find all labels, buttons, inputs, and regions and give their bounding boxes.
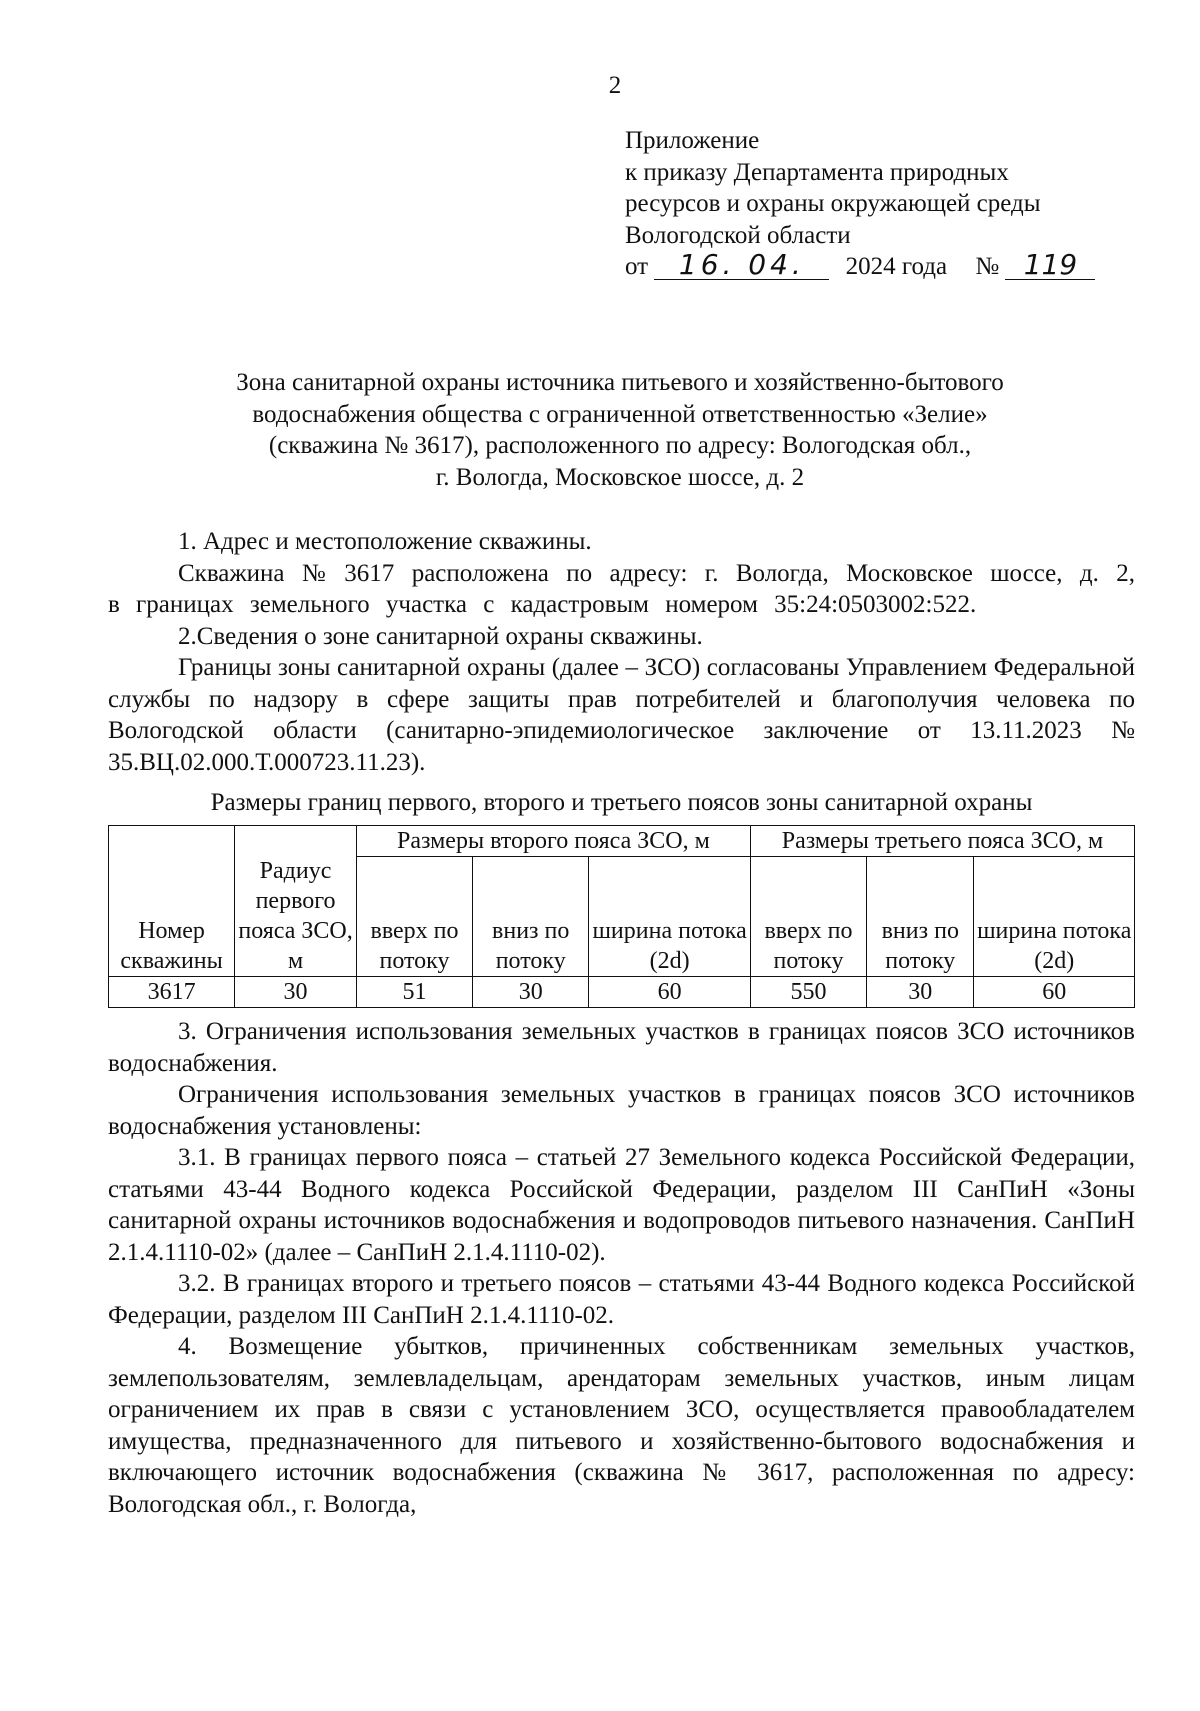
cell-third-down: 30 [867,977,974,1008]
appendix-line: к приказу Департамента природных [625,158,1009,186]
section-4-text: 4. Возмещение убытков, причиненных собственникам земельных участков, землепользователям, землевладельцам, арендаторам земельных участков, иным лицам ограничением их прав в связи с установлением ЗСО, осуществляется правообладателем имущества, предназначенного для питьевого и хозяйственно-бытового водоснабжения и включающего источник водоснабжения (скважина № 3617, расположенная по адресу: Вологодская обл., г. Вологда, [108,1333,1135,1518]
header-second-down: вниз по потоку [473,856,589,977]
order-date-line [625,248,1145,283]
handwritten-order-number: 119 [1005,251,1095,280]
date-prefix: от [625,253,649,280]
appendix-line: Приложение [625,127,760,154]
appendix-line: Вологодской области [625,221,851,249]
header-third-belt: Размеры третьего пояса ЗСО, м [750,825,1134,856]
section-2-text: Границы зоны санитарной охраны (далее – ЗСО) согласованы Управлением Федеральной службы по надзору в сфере защиты прав потребителей и благополучия человека по Вологодской области (санитарно-эпидемиологическое заключение от 13.11.2023 № 35.ВЦ.02.000.Т.000723.11.23). [108,654,1135,776]
section-1-heading: 1. Адрес и местоположение скважины. [178,528,592,555]
title-line: водоснабжения общества с ограниченной ответственностью «Зелие» [252,400,988,428]
cell-third-up: 550 [750,977,866,1008]
header-second-width: ширина потока (2d) [589,856,751,977]
section-3-heading: 3. Ограничения использования земельных участков в границах поясов ЗСО источников водоснабжения. [108,1018,1135,1077]
header-third-down: вниз по потоку [867,856,974,977]
header-well-number: Номер скважины [109,856,235,977]
section-3-1-text: 3.1. В границах первого пояса – статьей 27 Земельного кодекса Российской Федерации, статьями 43-44 Водного кодекса Российской Федерации, разделом III СанПиН «Зоны санитарной охраны источников водоснабжения и водопроводов питьевого назначения. СанПиН 2.1.4.1110-02» (далее – СанПиН 2.1.4.1110-02). [108,1144,1135,1266]
appendix-block [625,125,1145,283]
document-body [108,526,1135,1520]
year-text: 2024 года [845,253,948,280]
title-line: (скважина № 3617), расположенного по адресу: Вологодская обл., [268,432,972,459]
header-third-width: ширина потока (2d) [974,856,1135,977]
section-2-heading: 2.Сведения о зоне санитарной охраны скважины. [178,622,703,650]
title-line: г. Вологда, Московское шоссе, д. 2 [435,463,805,491]
cell-second-up: 51 [356,977,472,1008]
header-second-belt: Размеры второго пояса ЗСО, м [356,825,750,856]
page-number: 2 [608,72,622,99]
header-third-up: вверх по потоку [750,856,866,977]
section-1-text: Скважина № 3617 расположена по адресу: г. Вологда, Московское шоссе, д. 2, в границах земельного участка с кадастровым номером 35:24:0503002:522. [108,559,1135,618]
appendix-line: ресурсов и охраны окружающей среды [625,190,1041,217]
header-number [109,825,235,856]
header-second-up: вверх по потоку [356,856,472,977]
header-first-belt-radius: Радиус первого пояса ЗСО, м [235,856,357,977]
header-radius-top [235,825,357,856]
table-caption: Размеры границ первого, второго и третьего поясов зоны санитарной охраны [210,789,1033,816]
cell-third-width: 60 [974,977,1135,1008]
number-sign: № [975,253,1000,280]
cell-well: 3617 [109,977,235,1008]
document-title [110,367,1130,493]
cell-radius: 30 [235,977,357,1008]
section-3-2-text: 3.2. В границах второго и третьего поясов – статьями 43-44 Водного кодекса Российской Федерации, разделом III СанПиН 2.1.4.1110-02. [108,1270,1135,1329]
handwritten-date: 16. 04. [654,251,829,280]
zso-dimensions-table [108,825,1135,1009]
cell-second-down: 30 [473,977,589,1008]
cell-second-width: 60 [589,977,751,1008]
table-row [109,977,1135,1008]
section-3-text: Ограничения использования земельных участков в границах поясов ЗСО источников водоснабжения установлены: [108,1081,1135,1140]
title-line: Зона санитарной охраны источника питьевого и хозяйственно-бытового [236,369,1004,396]
